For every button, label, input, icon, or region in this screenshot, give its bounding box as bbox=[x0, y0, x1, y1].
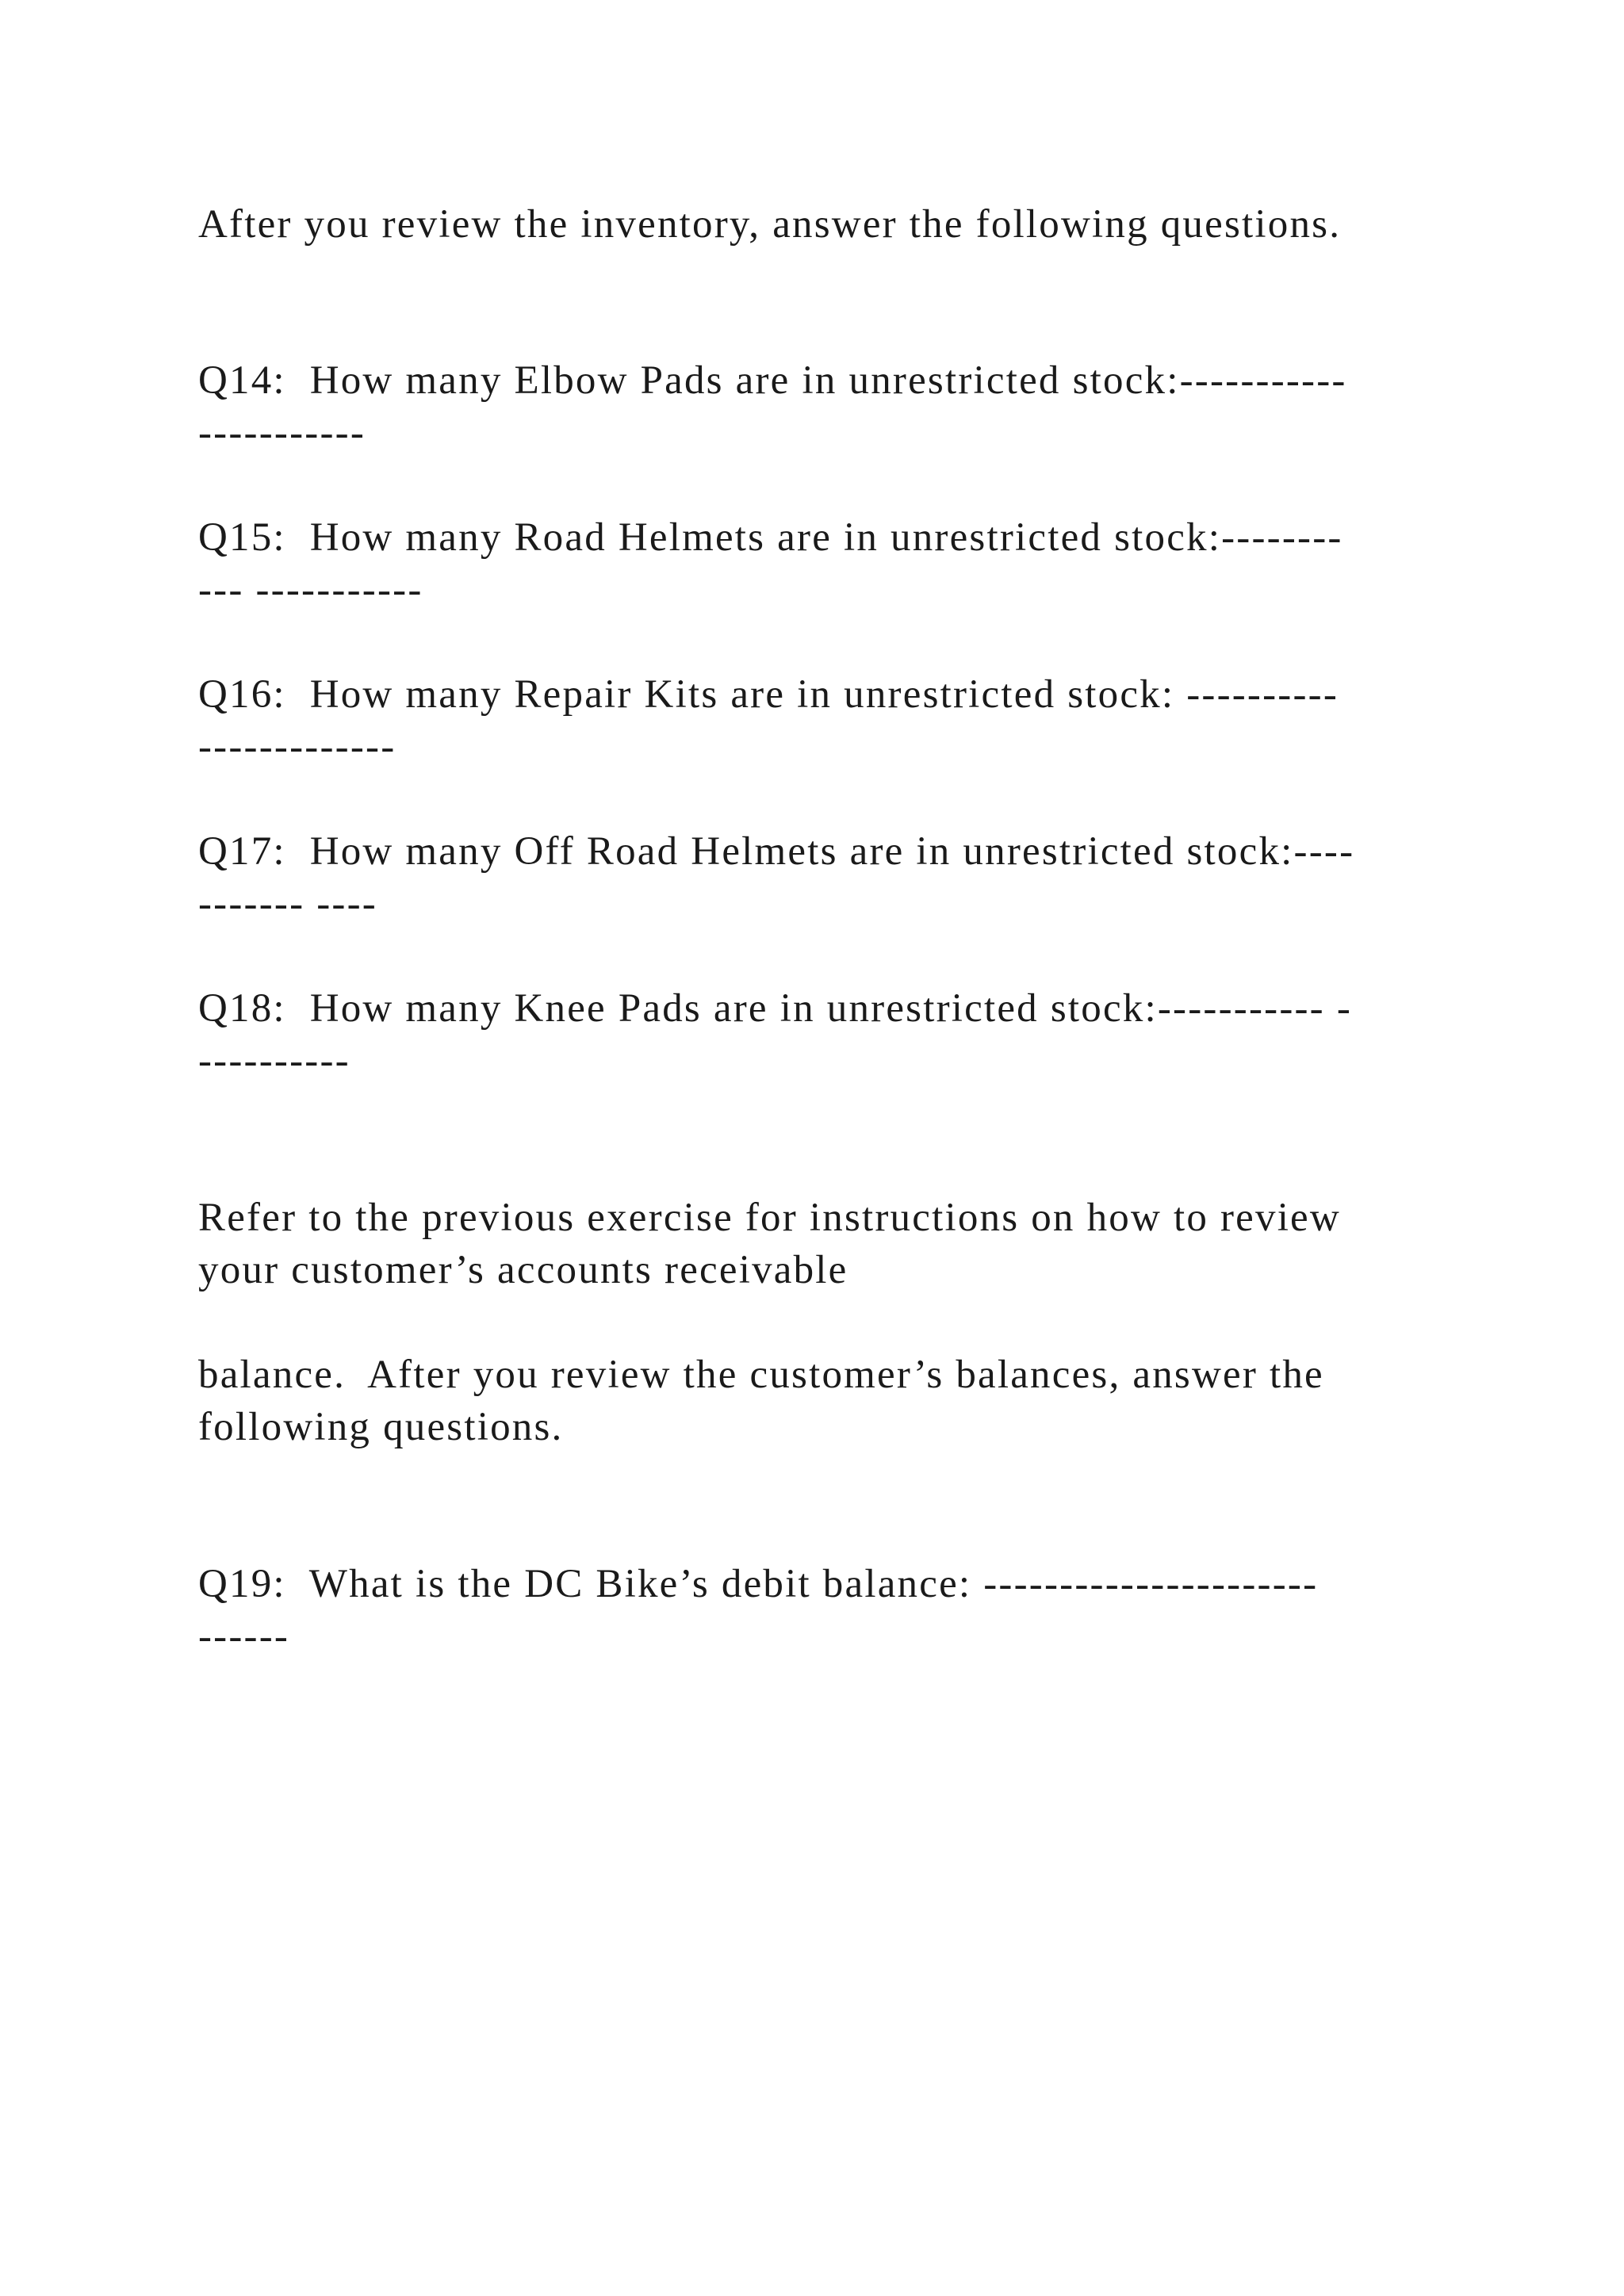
question-q16-line1: Q16: How many Repair Kits are in unrestricted stock: ---------- bbox=[198, 672, 1339, 717]
question-q14-line2: ----------- bbox=[198, 411, 366, 455]
question-q19-line1: Q19: What is the DC Bike’s debit balance: ---------------------- bbox=[198, 1562, 1319, 1606]
question-q19-line2: ------ bbox=[198, 1614, 290, 1659]
question-q18-line1: Q18: How many Knee Pads are in unrestricted stock:----------- - bbox=[198, 986, 1352, 1031]
question-q15-line1: Q15: How many Road Helmets are in unrestricted stock:-------- bbox=[198, 515, 1343, 560]
question-q14-line1: Q14: How many Elbow Pads are in unrestricted stock:----------- bbox=[198, 358, 1347, 403]
balance-paragraph-line2: following questions. bbox=[198, 1405, 564, 1449]
question-q15-line2: --- ----------- bbox=[198, 568, 423, 612]
question-q17-line2: ------- ---- bbox=[198, 882, 377, 926]
question-q17-line1: Q17: How many Off Road Helmets are in unrestricted stock:---- bbox=[198, 829, 1355, 874]
question-q16-line2: ------------- bbox=[198, 725, 396, 769]
intro-text: After you review the inventory, answer the following questions. bbox=[198, 202, 1342, 247]
refer-paragraph-line2: your customer’s accounts receivable bbox=[198, 1248, 848, 1292]
balance-paragraph-line1: balance. After you review the customer’s balances, answer the bbox=[198, 1353, 1324, 1397]
refer-paragraph-line1: Refer to the previous exercise for instructions on how to review bbox=[198, 1196, 1341, 1240]
question-q18-line2: ---------- bbox=[198, 1039, 350, 1083]
